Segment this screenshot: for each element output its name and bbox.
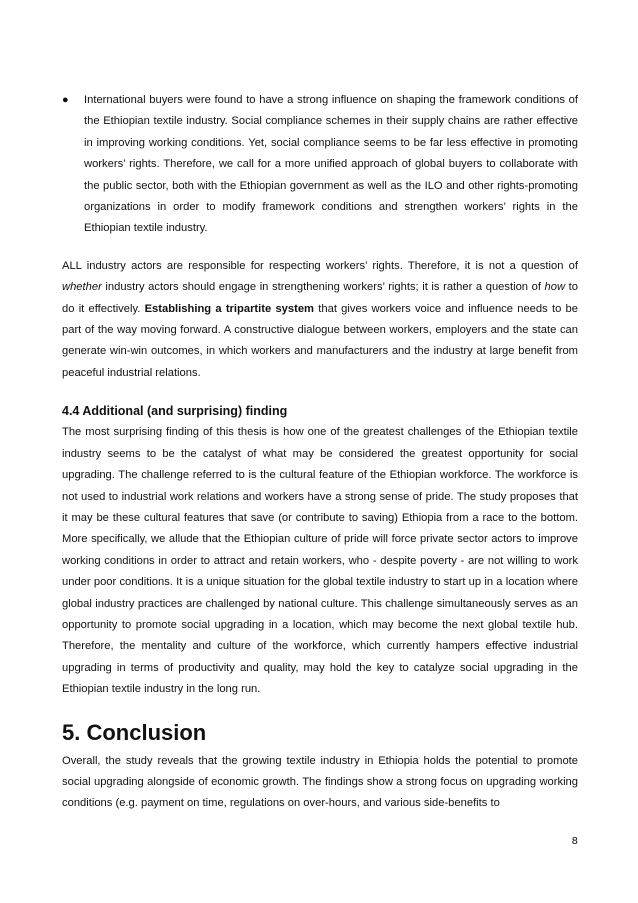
para1-italic-how: how	[544, 281, 566, 294]
section-4-4-text: The most surprising finding of this thesis is how one of the greatest challenges of the Ethiopian textile industry seems to be the catalyst of what may be considered the greatest opportunity for social upgrading. The challenge referred to is the cultural feature of the Ethiopian workforce. The workforce is not used to industrial work relations and workers have a strong sense of pride. The study proposes that it may be these cultural features that save (or contribute to saving) Ethiopia from a race to the bottom. More specifically, we allude that the Ethiopian culture of pride will force private sector actors to improve working conditions in order to attract and retain workers, who - despite poverty - are not willing to work under poor conditions. It is a unique situation for the global textile industry to start up in a location where global industry practices are challenged by national culture. This challenge simultaneously serves as an opportunity to promote social upgrading in a location, which may become the next global textile hub. Therefore, the mentality and culture of the workforce, which currently hampers effective industrial upgrading in terms of productivity and quality, may hold the key to catalyze social upgrading in the Ethiopian textile industry in the long run.	[62, 426, 578, 696]
bullet-text: International buyers were found to have a strong influence on shaping the framework conditions of the Ethiopian textile industry. Social compliance schemes in their supply chains are rather effective in improving working conditions. Yet, social compliance seems to be far less effective in promoting workers’ rights. Therefore, we call for a more unified approach of global buyers to collaborate with the public sector, both with the Ethiopian government as well as the ILO and other rights-promoting organizations in order to modify framework conditions and strengthen workers’ rights in the Ethiopian textile industry.	[84, 94, 578, 235]
para1-text-1: ALL industry actors are responsible for respecting workers’ rights. Therefore, it is not a question of	[62, 259, 578, 272]
para1-italic-whether: whether	[62, 281, 102, 294]
conclusion-text: Overall, the study reveals that the growing textile industry in Ethiopia holds the potential to promote social upgrading alongside of economic growth. The findings show a strong focus on upgrading working conditions (e.g. payment on time, regulations on over-hours, and various side-benefits to	[62, 754, 578, 810]
para1-text-4: that gives workers voice and influence needs to be part of the way moving forward. A constructive dialogue between workers, employers and the state can generate win-win outcomes, in which workers and manufacturers and the industry at large benefit from peaceful industrial relations.	[62, 302, 578, 379]
section-4-4-heading: 4.4 Additional (and surprising) finding	[62, 404, 288, 419]
document-page	[62, 90, 578, 815]
para1-bold-tripartite: Establishing a tripartite system	[144, 302, 315, 315]
conclusion-heading: 5. Conclusion	[62, 719, 207, 745]
para1-text-2: industry actors should engage in strengthening workers’ rights; it is rather a question of	[101, 281, 545, 294]
bullet-icon: ●	[62, 94, 69, 106]
page-number: 8	[571, 836, 578, 847]
paragraph-tripartite	[62, 256, 578, 384]
para1-text-3: to do it effectively.	[62, 281, 578, 315]
bullet-item	[62, 90, 578, 240]
